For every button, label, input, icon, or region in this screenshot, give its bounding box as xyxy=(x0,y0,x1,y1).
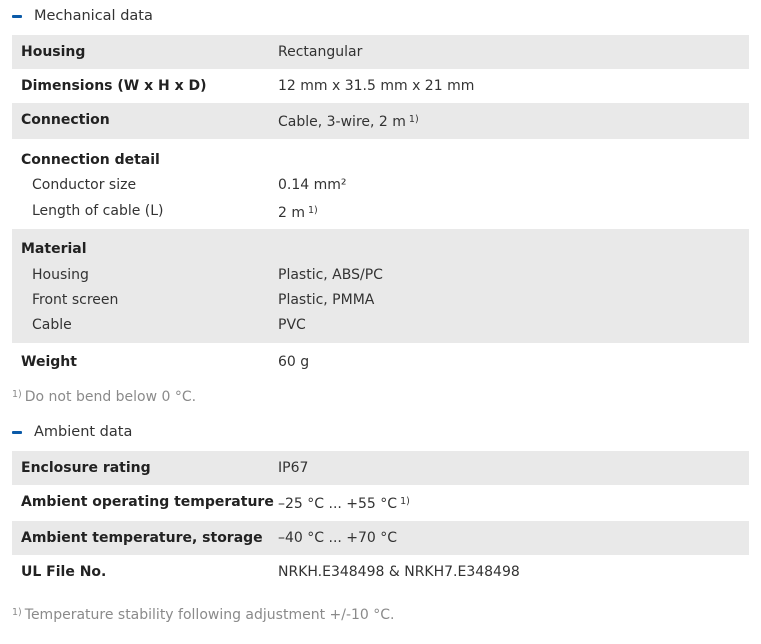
sub-row-label: Conductor size xyxy=(32,177,137,193)
footnote-ref: 1) xyxy=(308,205,318,216)
row-label: UL File No. xyxy=(21,564,107,580)
sub-row-value: Plastic, PMMA xyxy=(278,292,375,308)
row-value xyxy=(278,492,749,514)
table-row-dimensions xyxy=(12,69,749,103)
sub-row-label: Length of cable (L) xyxy=(32,203,164,219)
table-row-storage-temp xyxy=(12,521,749,555)
row-label: Connection xyxy=(21,112,110,128)
row-value: Rectangular xyxy=(278,44,363,60)
section-title: Mechanical data xyxy=(34,8,153,24)
sub-row-label: Front screen xyxy=(32,292,119,308)
footnote-marker: 1) xyxy=(12,389,22,400)
value-text: 2 m xyxy=(278,205,305,221)
mechanical-section xyxy=(0,1,761,405)
footnote-text: Do not bend below 0 °C. xyxy=(24,389,197,405)
row-value: –40 °C ... +70 °C xyxy=(278,530,398,546)
footnote-text: Temperature stability following adjustment +/-10 °C. xyxy=(24,607,395,623)
ambient-section xyxy=(0,417,761,623)
sub-row-value: PVC xyxy=(278,317,306,333)
table-row-ul-file xyxy=(12,555,749,589)
table-row-material xyxy=(12,229,749,343)
table-row-operating-temp xyxy=(12,485,749,521)
mechanical-table xyxy=(12,35,749,379)
sub-row-value: 0.14 mm² xyxy=(278,177,347,193)
value-text: –25 °C ... +55 °C xyxy=(278,496,398,512)
sub-row-label: Cable xyxy=(32,317,72,333)
row-label: Material xyxy=(21,241,87,257)
table-row-weight xyxy=(12,343,749,379)
row-label: Ambient operating temperature xyxy=(21,494,274,510)
collapse-minus-icon[interactable] xyxy=(12,15,22,18)
row-value: 60 g xyxy=(278,354,310,370)
row-value: NRKH.E348498 & NRKH7.E348498 xyxy=(278,564,520,580)
section-title: Ambient data xyxy=(34,424,133,440)
sub-row-value xyxy=(278,201,318,223)
table-row-connection xyxy=(12,103,749,139)
footnote xyxy=(0,389,761,405)
row-value: 12 mm x 31.5 mm x 21 mm xyxy=(278,78,475,94)
row-value xyxy=(278,110,749,132)
row-label: Housing xyxy=(21,44,86,60)
table-row-enclosure xyxy=(12,451,749,485)
footnote xyxy=(0,607,761,623)
ambient-table xyxy=(12,451,749,589)
value-text: Cable, 3-wire, 2 m xyxy=(278,114,406,130)
footnote-marker: 1) xyxy=(12,607,22,618)
sub-row-label: Housing xyxy=(32,267,89,283)
table-row-connection-detail xyxy=(12,139,749,229)
row-label: Dimensions (W x H x D) xyxy=(21,78,207,94)
mechanical-section-header[interactable] xyxy=(0,1,761,31)
row-label: Weight xyxy=(21,354,77,370)
footnote-ref: 1) xyxy=(408,114,419,125)
footnote-ref: 1) xyxy=(400,496,410,507)
row-label: Ambient temperature, storage xyxy=(21,530,263,546)
row-label: Enclosure rating xyxy=(21,460,151,476)
ambient-section-header[interactable] xyxy=(0,417,761,447)
collapse-minus-icon[interactable] xyxy=(12,431,22,434)
row-label: Connection detail xyxy=(21,152,160,168)
table-row-housing xyxy=(12,35,749,69)
row-value: IP67 xyxy=(278,460,309,476)
sub-row-value: Plastic, ABS/PC xyxy=(278,267,383,283)
